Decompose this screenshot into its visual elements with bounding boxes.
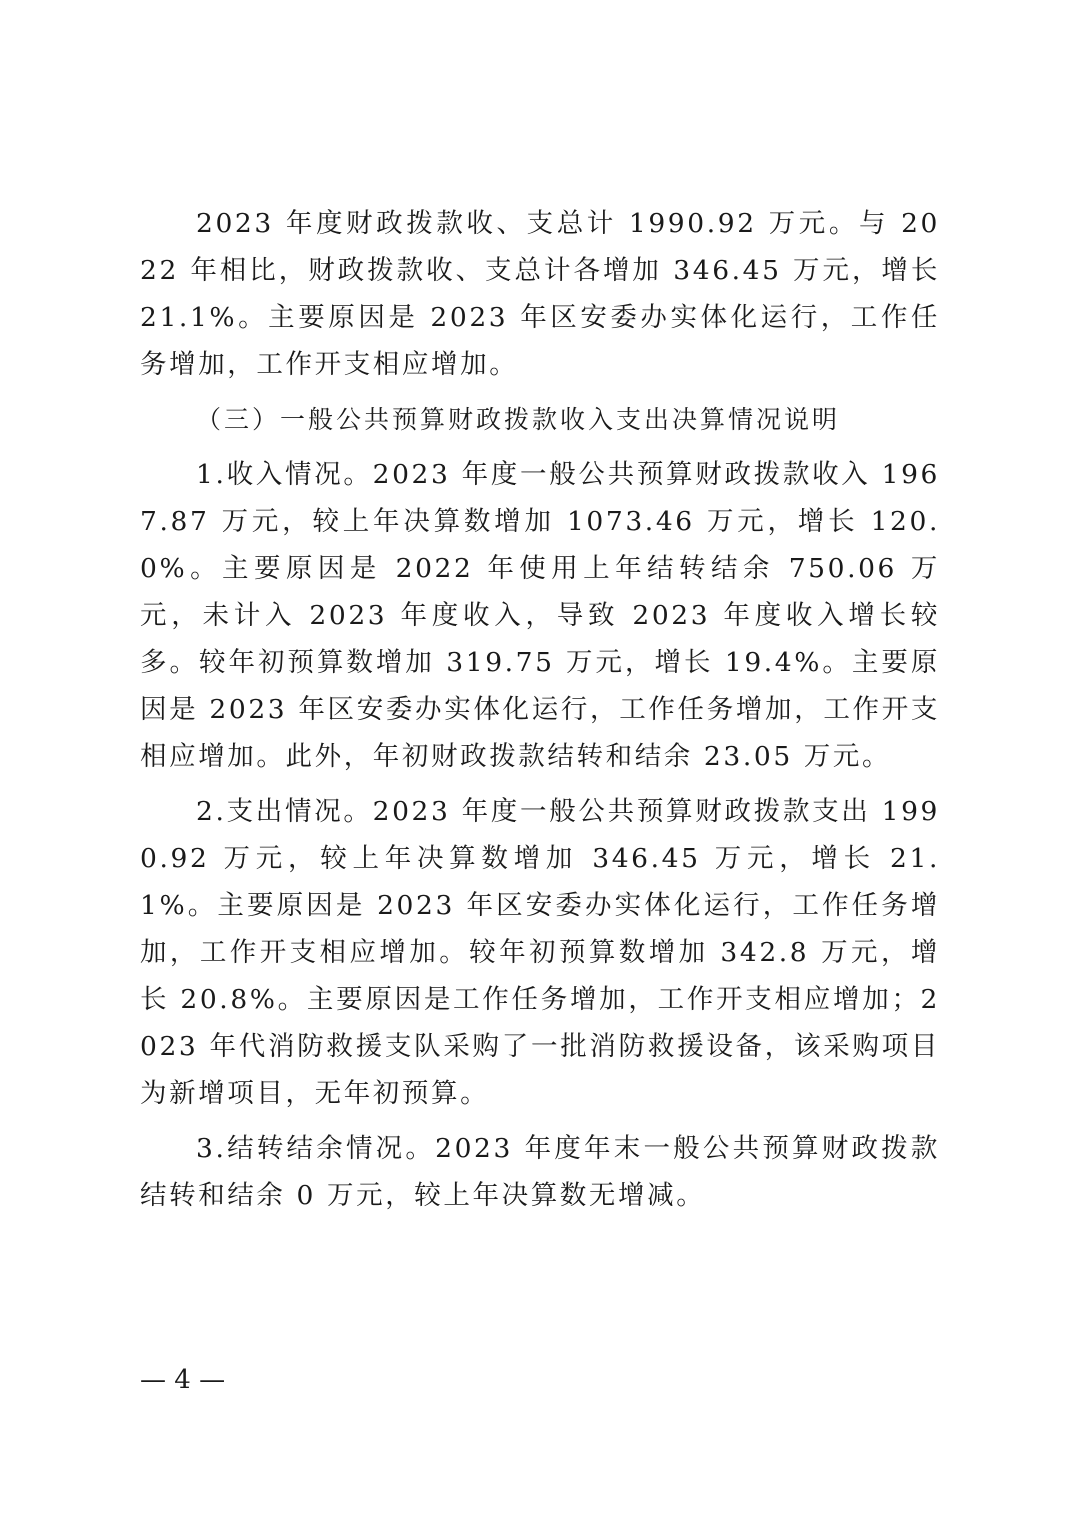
paragraph-income: 1.收入情况。2023 年度一般公共预算财政拨款收入 1967.87 万元，较上年决算数增加 1073.46 万元，增长 120.0%。主要原因是 2022 年使用上年结转结余 750.06 万元，未计入 2023 年度收入，导致 2023 年度收入增长较多。较年初预算数增加 319.75 万元，增长 19.4%。主要原因是 2023 年区安委办实体化运行，工作任务增加，工作开支相应增加。此外，年初财政拨款结转和结余 23.05 万元。 [140,459,940,772]
paragraph-carryover-balance: 3.结转结余情况。2023 年度年末一般公共预算财政拨款结转和结余 0 万元，较上年决算数无增减。 [140,1133,940,1211]
section-heading-general-budget: （三）一般公共预算财政拨款收入支出决算情况说明 [196,405,841,434]
page-number: — 4 — [140,1365,226,1395]
paragraph-total-fiscal-allocation: 2023 年度财政拨款收、支总计 1990.92 万元。与 2022 年相比，财政拨款收、支总计各增加 346.45 万元，增长 21.1%。主要原因是 2023 年区安委办实体化运行，工作任务增加，工作开支相应增加。 [140,208,940,380]
paragraph-expenditure: 2.支出情况。2023 年度一般公共预算财政拨款支出 1990.92 万元，较上年决算数增加 346.45 万元，增长 21.1%。主要原因是 2023 年区安委办实体化运行，工作任务增加，工作开支相应增加。较年初预算数增加 342.8 万元，增长 20.8%。主要原因是工作任务增加，工作开支相应增加；2023 年代消防救援支队采购了一批消防救援设备，该采购项目为新增项目，无年初预算。 [140,796,940,1109]
document-body [140,200,940,1219]
